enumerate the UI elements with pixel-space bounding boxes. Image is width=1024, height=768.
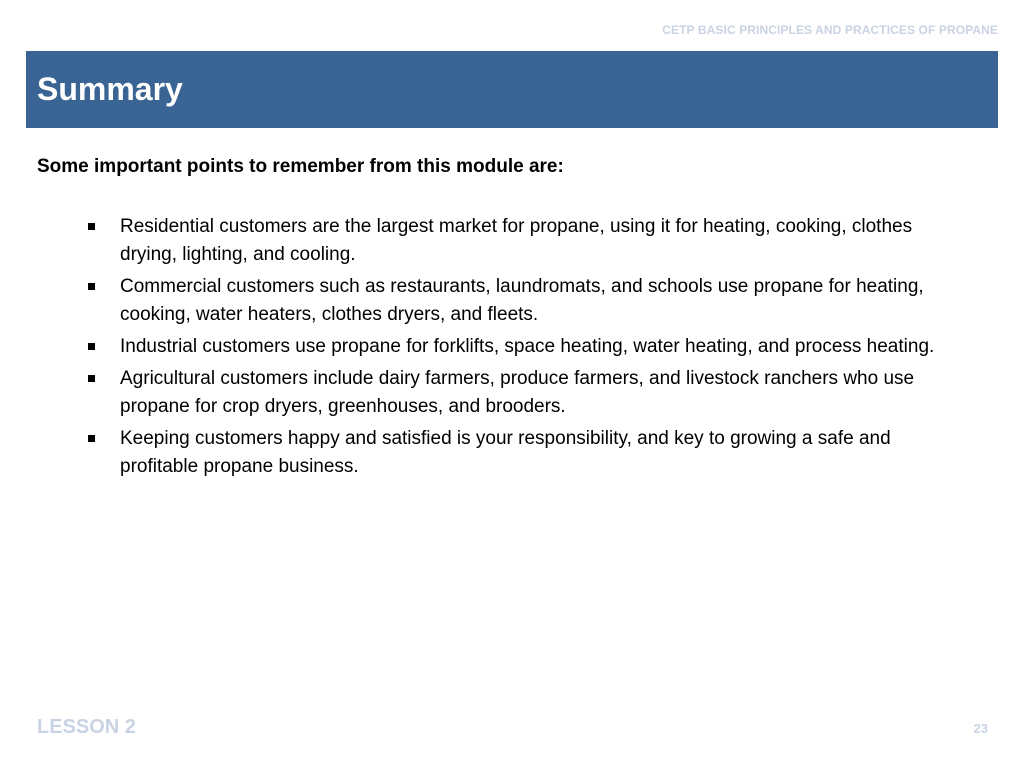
square-bullet-icon — [88, 435, 95, 442]
bullet-text: Commercial customers such as restaurants, laundromats, and schools use propane for heating, cooking, water heaters, clothes dryers, and fleets. — [120, 276, 924, 325]
page-number: 23 — [973, 721, 988, 736]
bullet-item — [87, 273, 937, 329]
title-bar — [26, 51, 998, 128]
bullet-list — [87, 213, 937, 485]
bullet-text: Industrial customers use propane for forklifts, space heating, water heating, and process heating. — [120, 336, 935, 357]
bullet-text: Agricultural customers include dairy farmers, produce farmers, and livestock ranchers who use propane for crop dryers, greenhouses, and brooders. — [120, 368, 915, 417]
bullet-item — [87, 365, 937, 421]
square-bullet-icon — [88, 283, 95, 290]
bullet-text: Keeping customers happy and satisfied is your responsibility, and key to growing a safe and profitable propane business. — [120, 428, 891, 477]
square-bullet-icon — [88, 223, 95, 230]
bullet-text: Residential customers are the largest market for propane, using it for heating, cooking, clothes drying, lighting, and cooling. — [120, 216, 913, 265]
bullet-item — [87, 333, 937, 361]
square-bullet-icon — [88, 375, 95, 382]
square-bullet-icon — [88, 343, 95, 350]
bullet-item — [87, 213, 937, 269]
intro-heading: Some important points to remember from this module are: — [37, 156, 564, 177]
lesson-label: LESSON 2 — [37, 716, 136, 738]
bullet-item — [87, 425, 937, 481]
course-title: CETP BASIC PRINCIPLES AND PRACTICES OF PROPANE — [662, 23, 998, 37]
slide-title: Summary — [37, 71, 183, 107]
